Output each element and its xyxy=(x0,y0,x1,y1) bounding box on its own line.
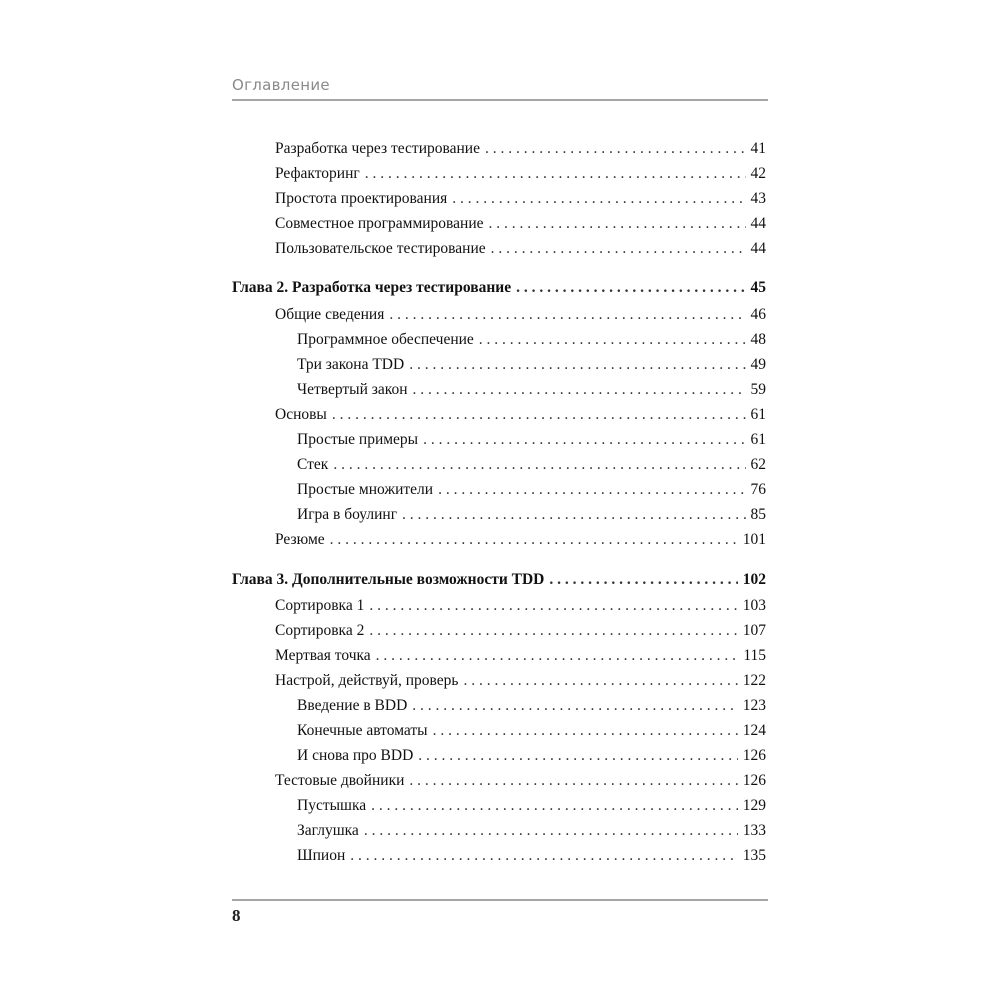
toc-entry xyxy=(275,404,766,426)
dot-leader xyxy=(433,720,738,742)
toc-entry-page: 61 xyxy=(750,431,766,448)
toc-entry-title: Простые множители xyxy=(297,481,434,498)
toc-entry-page: 122 xyxy=(742,672,766,689)
toc-entry-page: 44 xyxy=(750,240,766,257)
toc-entry-title: Пользовательское тестирование xyxy=(275,240,486,257)
dot-leader xyxy=(369,595,737,617)
toc-entry-title: Программное обеспечение xyxy=(297,331,474,348)
toc-entry-page: 76 xyxy=(750,481,766,498)
toc-entry xyxy=(297,479,766,501)
toc-entry-page: 59 xyxy=(750,381,766,398)
dot-leader xyxy=(423,429,745,451)
toc-entry xyxy=(297,695,766,717)
toc-entry-title: Глава 3. Дополнительные возможности TDD xyxy=(232,571,545,588)
toc-entry-title: Простые примеры xyxy=(297,431,419,448)
dot-leader xyxy=(402,504,745,526)
dot-leader xyxy=(389,304,745,326)
dot-leader xyxy=(452,188,745,210)
toc-entry-title: Общие сведения xyxy=(275,306,385,323)
toc-entry xyxy=(275,645,766,667)
toc-entry-page: 62 xyxy=(750,456,766,473)
dot-leader xyxy=(485,138,746,160)
toc-entry xyxy=(275,670,766,692)
dot-leader xyxy=(369,620,737,642)
dot-leader xyxy=(489,213,746,235)
toc-entry xyxy=(275,238,766,260)
toc-entry-page: 124 xyxy=(742,722,766,739)
toc-entry-title: Тестовые двойники xyxy=(275,772,405,789)
toc-entry xyxy=(275,138,766,160)
toc-entry-title: Настрой, действуй, проверь xyxy=(275,672,459,689)
toc-entry-page: 135 xyxy=(742,847,766,864)
toc-entry-title: Рефакторинг xyxy=(275,165,360,182)
toc-entry xyxy=(297,454,766,476)
toc-entry-page: 44 xyxy=(750,215,766,232)
toc-entry-title: И снова про BDD xyxy=(297,747,414,764)
toc-entry-page: 41 xyxy=(750,140,766,157)
toc-entry-page: 115 xyxy=(743,647,766,664)
dot-leader xyxy=(438,479,745,501)
toc-entry-title: Заглушка xyxy=(297,822,359,839)
toc-entry-page: 133 xyxy=(742,822,766,839)
toc-entry-page: 102 xyxy=(742,571,766,588)
footer-rule xyxy=(232,899,768,901)
toc-chapter-entry xyxy=(232,569,766,591)
dot-leader xyxy=(376,645,739,667)
dot-leader xyxy=(516,277,745,299)
toc-entry-title: Игра в боулинг xyxy=(297,506,398,523)
toc-entry xyxy=(297,795,766,817)
toc-entry-page: 123 xyxy=(742,697,766,714)
toc-entry xyxy=(275,595,766,617)
toc-entry-title: Четвертый закон xyxy=(297,381,408,398)
dot-leader xyxy=(549,569,737,591)
toc-entry-title: Стек xyxy=(297,456,329,473)
toc-entry-title: Введение в BDD xyxy=(297,697,408,714)
running-head: Оглавление xyxy=(232,76,330,94)
toc-entry-title: Сортировка 1 xyxy=(275,597,365,614)
toc-entry-page: 61 xyxy=(750,406,766,423)
dot-leader xyxy=(463,670,737,692)
toc-entry xyxy=(297,745,766,767)
toc-entry xyxy=(275,770,766,792)
toc-entry-page: 101 xyxy=(742,531,766,548)
toc-entry-page: 103 xyxy=(742,597,766,614)
toc-entry-page: 42 xyxy=(750,165,766,182)
toc-entry-title: Мертвая точка xyxy=(275,647,371,664)
toc-entry xyxy=(275,529,766,551)
toc-entry-page: 48 xyxy=(750,331,766,348)
toc-chapter-entry xyxy=(232,277,766,299)
toc-entry-title: Сортировка 2 xyxy=(275,622,365,639)
toc-entry xyxy=(297,354,766,376)
toc-entry xyxy=(275,188,766,210)
toc-entry-page: 126 xyxy=(742,747,766,764)
toc-entry xyxy=(297,429,766,451)
toc-entry xyxy=(297,379,766,401)
page-number: 8 xyxy=(232,906,241,925)
dot-leader xyxy=(332,404,746,426)
toc-entry xyxy=(275,620,766,642)
toc-entry-page: 85 xyxy=(750,506,766,523)
toc-entry xyxy=(297,820,766,842)
toc-entry-page: 43 xyxy=(750,190,766,207)
dot-leader xyxy=(371,795,738,817)
toc-entry-title: Три закона TDD xyxy=(297,356,405,373)
toc-entry-page: 129 xyxy=(742,797,766,814)
toc-entry-page: 126 xyxy=(742,772,766,789)
toc-entry-title: Конечные автоматы xyxy=(297,722,428,739)
toc-entry-title: Простота проектирования xyxy=(275,190,448,207)
dot-leader xyxy=(364,820,738,842)
toc-entry-page: 45 xyxy=(750,279,766,296)
dot-leader xyxy=(412,695,737,717)
toc-entry-title: Глава 2. Разработка через тестирование xyxy=(232,279,512,296)
toc-entry-page: 107 xyxy=(742,622,766,639)
toc-entry-title: Разработка через тестирование xyxy=(275,140,480,157)
dot-leader xyxy=(333,454,745,476)
toc-entry xyxy=(275,304,766,326)
dot-leader xyxy=(350,845,737,867)
header-rule xyxy=(232,99,768,101)
toc-entry xyxy=(297,504,766,526)
toc-entry-title: Пустышка xyxy=(297,797,367,814)
dot-leader xyxy=(330,529,738,551)
dot-leader xyxy=(409,770,737,792)
toc-entry xyxy=(297,845,766,867)
toc-entry xyxy=(275,163,766,185)
dot-leader xyxy=(409,354,745,376)
toc-entry-title: Шпион xyxy=(297,847,346,864)
dot-leader xyxy=(479,329,746,351)
toc-entry-title: Основы xyxy=(275,406,327,423)
toc-entry xyxy=(275,213,766,235)
dot-leader xyxy=(413,379,746,401)
dot-leader xyxy=(365,163,746,185)
toc-entry-page: 46 xyxy=(750,306,766,323)
toc-entry-title: Резюме xyxy=(275,531,325,548)
toc-entry-page: 49 xyxy=(750,356,766,373)
toc-entry-title: Совместное программирование xyxy=(275,215,484,232)
toc-entry xyxy=(297,329,766,351)
dot-leader xyxy=(491,238,746,260)
dot-leader xyxy=(418,745,737,767)
toc-entry xyxy=(297,720,766,742)
